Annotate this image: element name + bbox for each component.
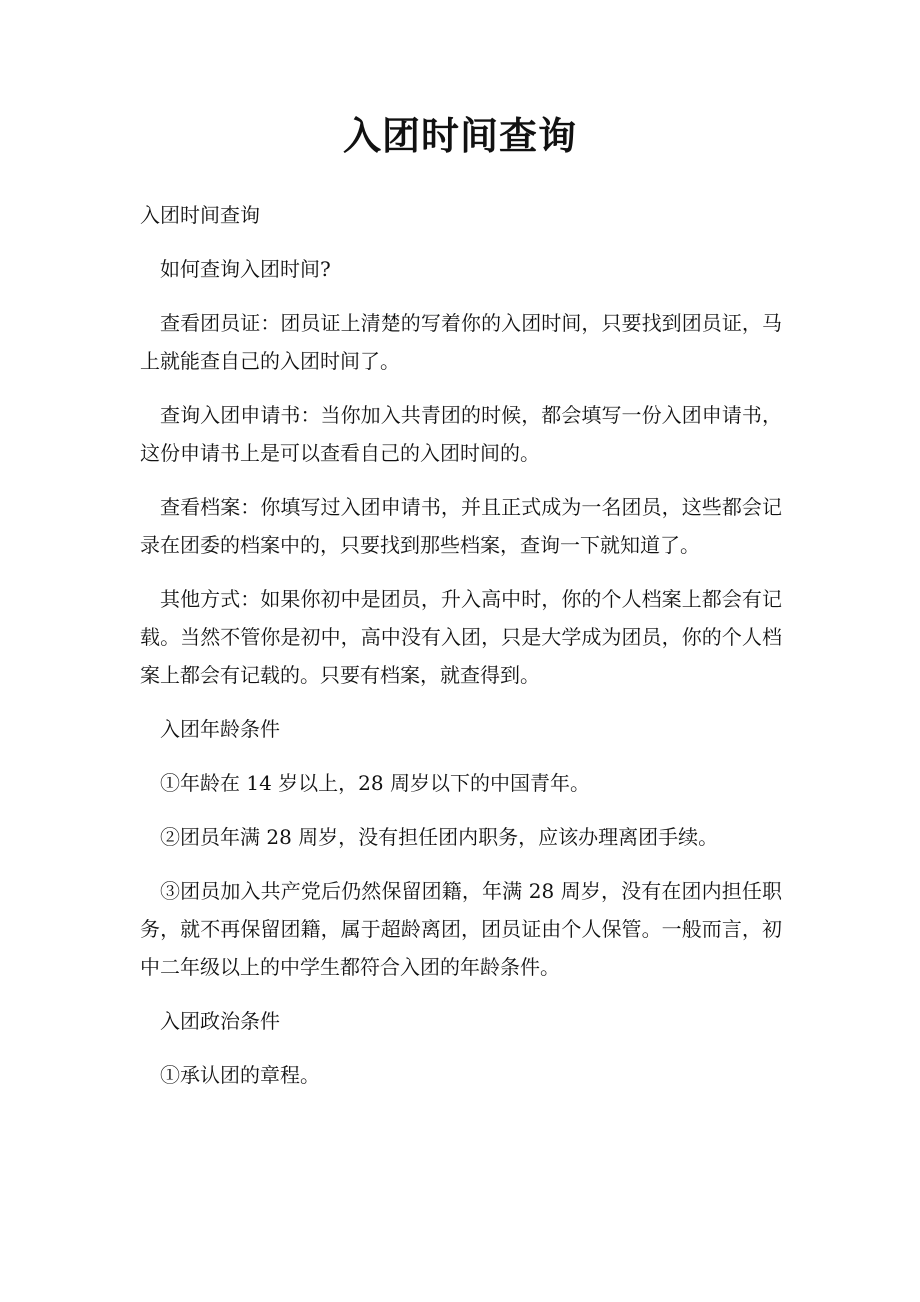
paragraph-subtitle: 入团时间查询 xyxy=(140,203,260,227)
paragraph-other-methods: 其他方式：如果你初中是团员，升入高中时，你的个人档案上都会有记载。当然不管你是初中，高中没有入团，只是大学成为团员，你的个人档案上都会有记载的。只要有档案，就查得到。 xyxy=(140,587,782,687)
document-body xyxy=(140,196,782,1110)
section-heading-age: 入团年龄条件 xyxy=(160,717,280,741)
paragraph-membership-card: 查看团员证：团员证上清楚的写着你的入团时间，只要找到团员证，马上就能查自己的入团时间了。 xyxy=(140,311,782,373)
paragraph-question: 如何查询入团时间? xyxy=(160,257,331,281)
age-condition-item: ②团员年满 28 周岁，没有担任团内职务，应该办理离团手续。 xyxy=(160,825,719,849)
paragraph-archive: 查看档案：你填写过入团申请书，并且正式成为一名团员，这些都会记录在团委的档案中的，只要找到那些档案，查询一下就知道了。 xyxy=(140,495,782,557)
section-heading-political: 入团政治条件 xyxy=(160,1009,280,1033)
document-title: 入团时间查询 xyxy=(342,113,577,158)
political-condition-item: ①承认团的章程。 xyxy=(160,1063,320,1087)
paragraph-application: 查询入团申请书：当你加入共青团的时候，都会填写一份入团申请书，这份申请书上是可以查看自己的入团时间的。 xyxy=(140,403,782,465)
age-condition-item: ①年龄在 14 岁以上，28 周岁以下的中国青年。 xyxy=(160,771,590,795)
age-condition-item: ③团员加入共产党后仍然保留团籍，年满 28 周岁，没有在团内担任职务，就不再保留团籍，属于超龄离团，团员证由个人保管。一般而言，初中二年级以上的中学生都符合入团的年龄条件。 xyxy=(140,879,782,979)
